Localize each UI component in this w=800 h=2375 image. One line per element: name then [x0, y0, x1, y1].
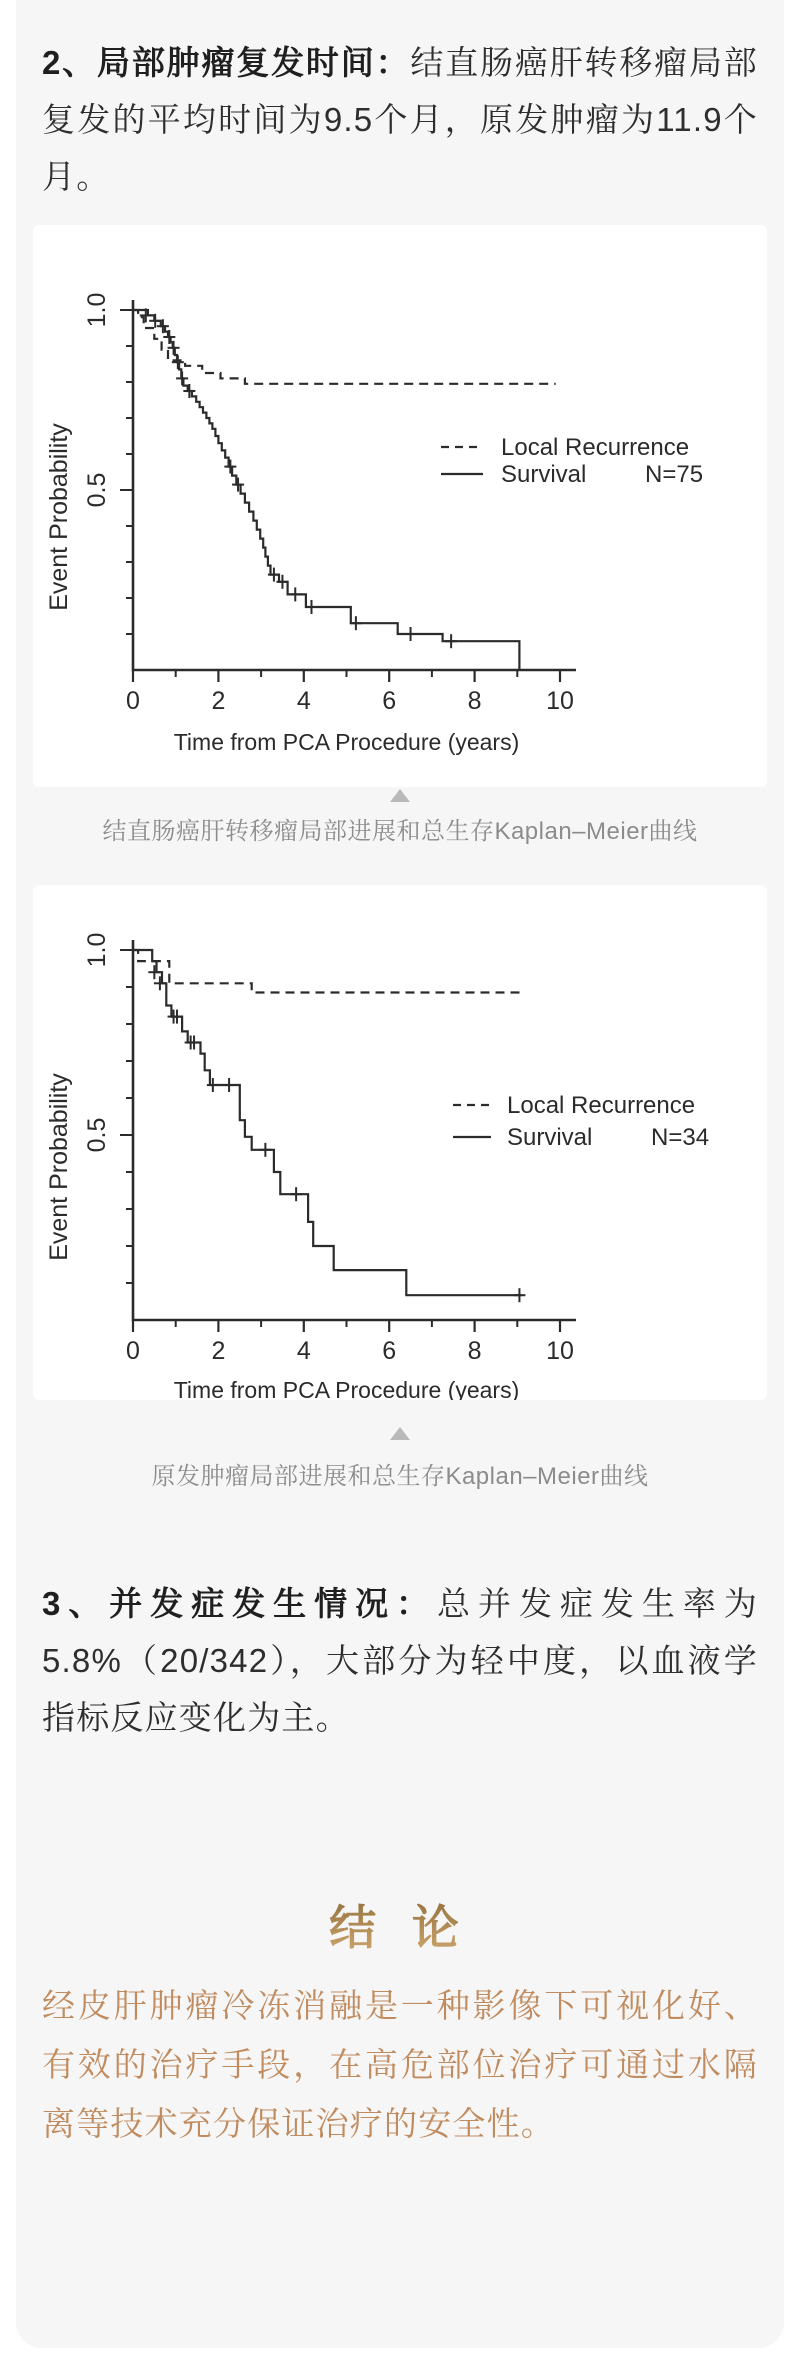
complication-paragraph-lead: 3、并发症发生情况： — [42, 1585, 438, 1622]
conclusion-heading: 结 论 — [0, 1891, 800, 1958]
svg-text:Survival: Survival — [501, 461, 587, 488]
caption-triangle-icon — [390, 1427, 410, 1440]
recurrence-paragraph — [42, 34, 758, 205]
svg-text:10: 10 — [546, 1337, 574, 1365]
svg-text:6: 6 — [382, 687, 397, 715]
svg-text:Survival: Survival — [507, 1124, 593, 1151]
km-chart-colorectal-metastases — [33, 225, 767, 787]
svg-text:2: 2 — [211, 1337, 226, 1365]
svg-text:0.5: 0.5 — [83, 472, 111, 508]
complication-paragraph-body: 总并发症发生率为5.8%（20/342），大部分为轻中度，以血液学指标反应变化为主。 — [42, 1585, 758, 1736]
svg-text:Event Probability: Event Probability — [45, 423, 73, 611]
svg-text:Event Probability: Event Probability — [45, 1073, 73, 1261]
svg-text:Local Recurrence: Local Recurrence — [507, 1092, 696, 1119]
km-figure-colorectal-metastases — [33, 225, 767, 787]
recurrence-paragraph-body: 结直肠癌肝转移瘤局部复发的平均时间为9.5个月，原发肿瘤为11.9个月。 — [42, 44, 759, 195]
svg-text:1.0: 1.0 — [83, 932, 111, 968]
svg-text:2: 2 — [211, 687, 226, 715]
svg-text:N=75: N=75 — [645, 461, 704, 488]
svg-text:Time from PCA Procedure (years: Time from PCA Procedure (years) — [173, 729, 520, 755]
figure-caption-1: 结直肠癌肝转移瘤局部进展和总生存Kaplan–Meier曲线 — [102, 818, 698, 845]
svg-text:8: 8 — [467, 1337, 482, 1365]
svg-text:4: 4 — [296, 1337, 311, 1365]
figure-caption-2: 原发肿瘤局部进展和总生存Kaplan–Meier曲线 — [151, 1463, 649, 1490]
svg-text:4: 4 — [296, 687, 311, 715]
svg-text:0.5: 0.5 — [83, 1117, 111, 1153]
km-figure-primary-tumor — [33, 885, 767, 1400]
svg-text:0: 0 — [126, 1337, 140, 1365]
svg-text:N=34: N=34 — [651, 1124, 710, 1151]
km-chart-primary-tumor — [33, 885, 767, 1400]
svg-text:0: 0 — [126, 687, 140, 715]
recurrence-paragraph-lead: 2、局部肿瘤复发时间： — [42, 44, 411, 81]
complication-paragraph — [42, 1575, 758, 1746]
svg-text:10: 10 — [546, 687, 574, 715]
svg-text:Local Recurrence: Local Recurrence — [501, 434, 690, 461]
svg-text:Time from PCA Procedure (years: Time from PCA Procedure (years) — [173, 1377, 520, 1400]
svg-text:1.0: 1.0 — [83, 292, 111, 328]
conclusion-body: 经皮肝肿瘤冷冻消融是一种影像下可视化好、有效的治疗手段，在高危部位治疗可通过水隔离等技术充分保证治疗的安全性。 — [42, 1987, 758, 2142]
caption-triangle-icon — [390, 789, 410, 802]
svg-text:6: 6 — [382, 1337, 397, 1365]
svg-text:8: 8 — [467, 687, 482, 715]
